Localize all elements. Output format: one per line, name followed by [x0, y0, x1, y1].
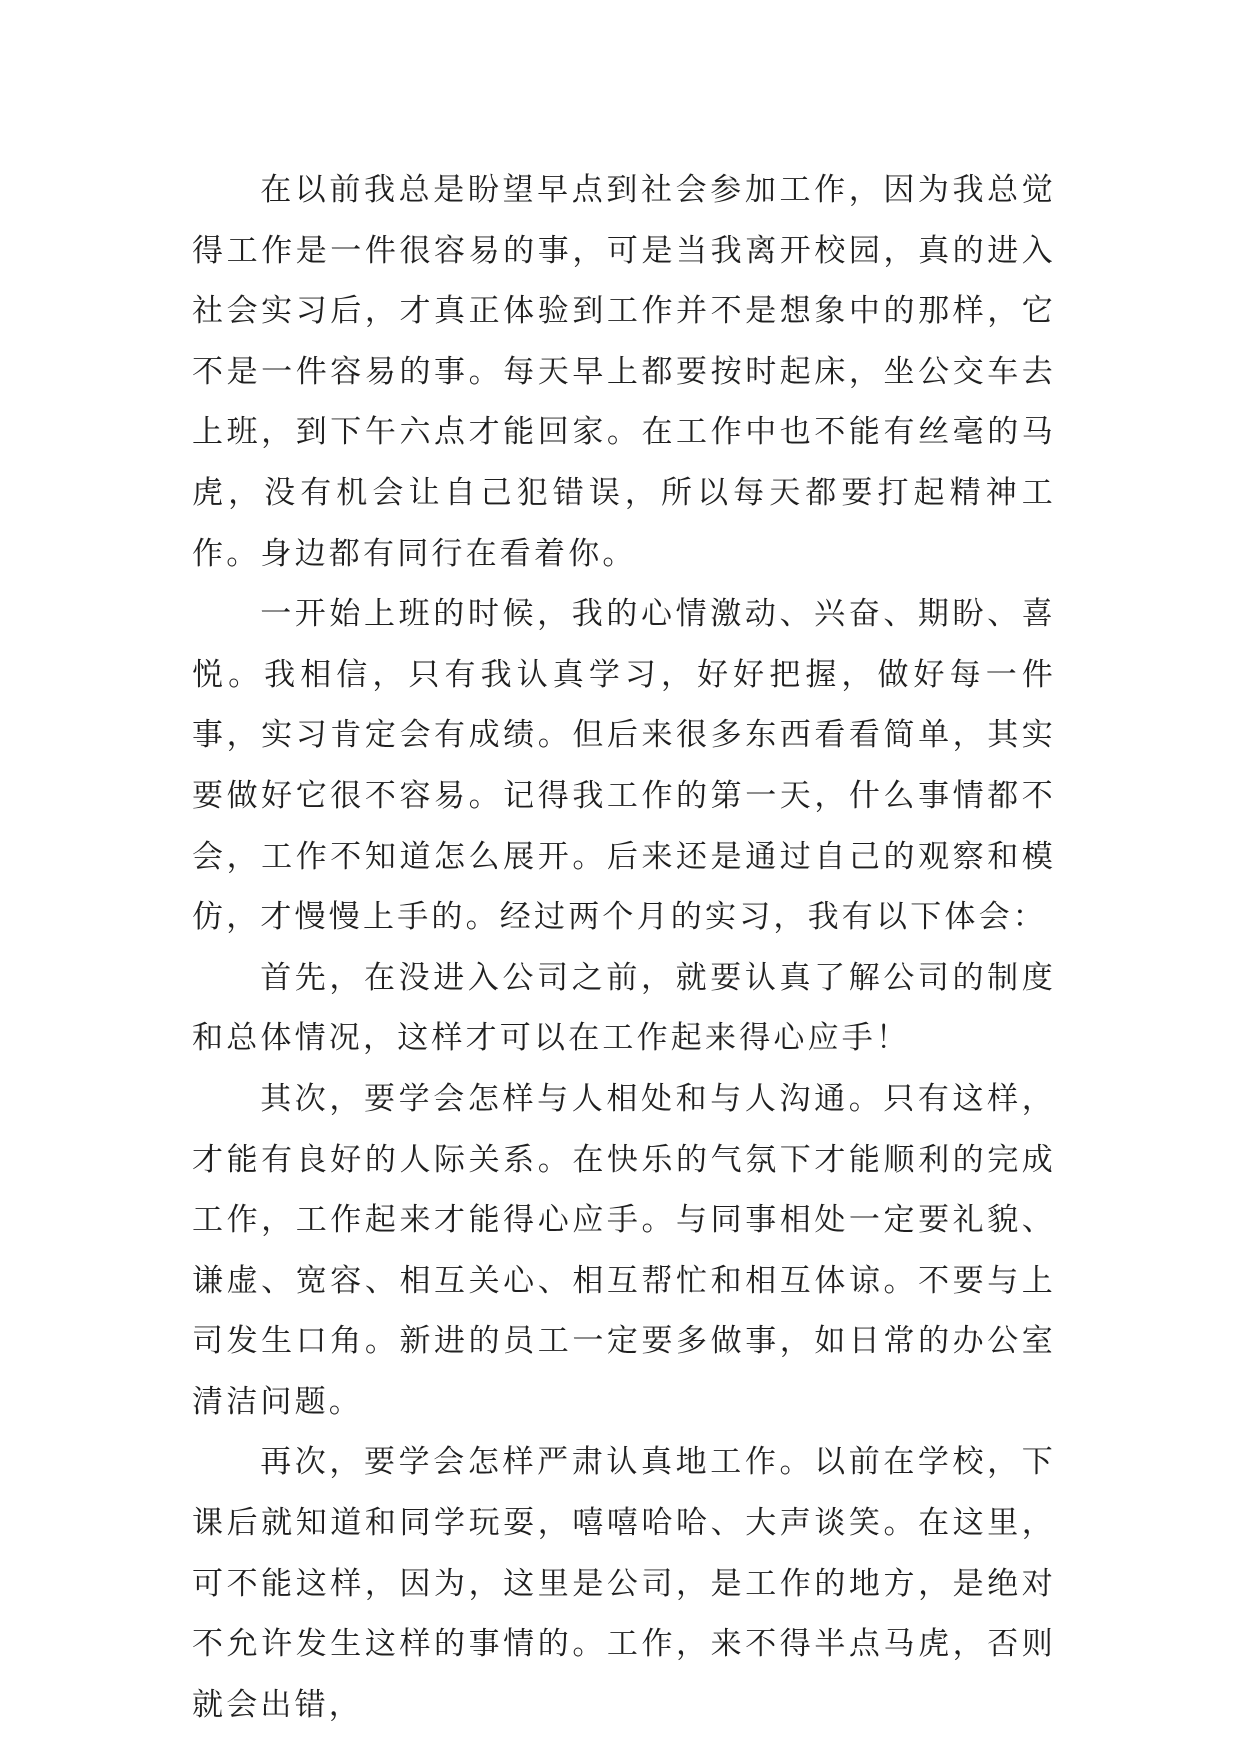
paragraph-3: 首先，在没进入公司之前，就要认真了解公司的制度和总体情况，这样才可以在工作起来得心应手！ — [192, 959, 1056, 1057]
document-body — [192, 160, 1056, 1735]
paragraph-4: 其次，要学会怎样与人相处和与人沟通。只有这样，才能有良好的人际关系。在快乐的气氛下才能顺利的完成工作，工作起来才能得心应手。与同事相处一定要礼貌、谦虚、宽容、相互关心、相互帮忙和相互体谅。不要与上司发生口角。新进的员工一定要多做事，如日常的办公室清洁问题。 — [192, 1080, 1056, 1420]
paragraph-5: 再次，要学会怎样严肃认真地工作。以前在学校，下课后就知道和同学玩耍，嘻嘻哈哈、大声谈笑。在这里，可不能这样，因为，这里是公司，是工作的地方，是绝对不允许发生这样的事情的。工作，来不得半点马虎，否则就会出错， — [192, 1444, 1056, 1723]
paragraph-2: 一开始上班的时候，我的心情激动、兴奋、期盼、喜悦。我相信，只有我认真学习，好好把握，做好每一件事，实习肯定会有成绩。但后来很多东西看看简单，其实要做好它很不容易。记得我工作的第一天，什么事情都不会，工作不知道怎么展开。后来还是通过自己的观察和模仿，才慢慢上手的。经过两个月的实习，我有以下体会： — [192, 596, 1056, 936]
paragraph-1: 在以前我总是盼望早点到社会参加工作，因为我总觉得工作是一件很容易的事，可是当我离开校园，真的进入社会实习后，才真正体验到工作并不是想象中的那样，它不是一件容易的事。每天早上都要按时起床，坐公交车去上班，到下午六点才能回家。在工作中也不能有丝毫的马虎，没有机会让自己犯错误，所以每天都要打起精神工作。身边都有同行在看着你。 — [192, 172, 1056, 572]
